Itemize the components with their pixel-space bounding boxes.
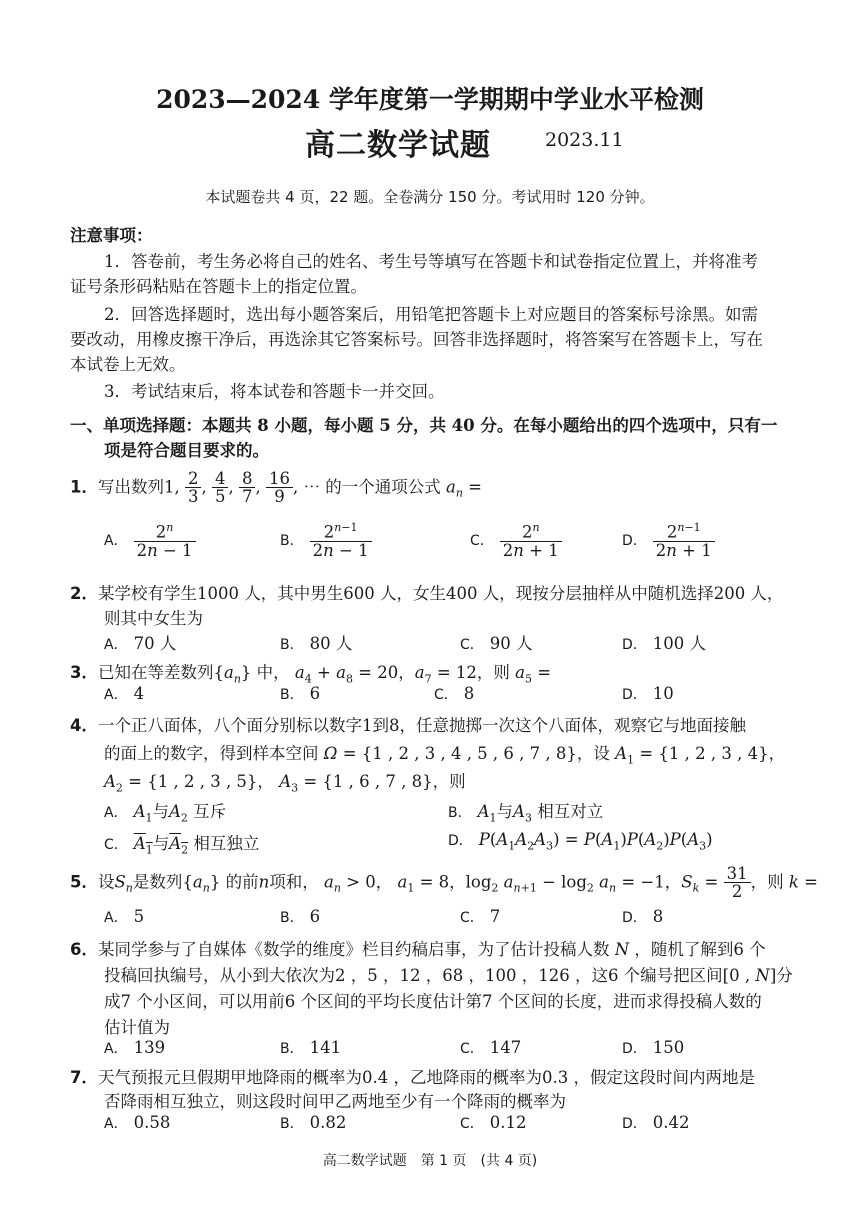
q2-option-c[interactable]: C． 90 人 — [460, 634, 533, 653]
exam-intro: 本试题卷共 4 页，22 题。全卷满分 150 分。考试用时 120 分钟。 — [205, 188, 655, 206]
notes-heading: 注意事项： — [70, 226, 153, 245]
q5-option-c[interactable]: C． 7 — [460, 907, 501, 926]
question-6-line-3: 成7 个小区间，可以用前6 个区间的平均长度估计第7 个区间的长度，进而求得投稿人数的 — [104, 992, 762, 1011]
seq-fraction: $\frac{2}{3}$ — [185, 470, 202, 506]
q6-option-a[interactable]: A． 139 — [104, 1038, 166, 1057]
q6-option-c[interactable]: C． 147 — [460, 1038, 522, 1057]
note-2-line-3: 本试卷上无效。 — [70, 355, 186, 374]
q7-option-d[interactable]: D． 0.42 — [622, 1113, 690, 1132]
question-6: 6．某同学参与了自媒体《数学的维度》栏目约稿启事，为了估计投稿人数 N ，随机了解到6 个 — [70, 940, 766, 959]
note-1-line-2: 证号条形码粘贴在答题卡上的指定位置。 — [70, 277, 367, 296]
q7-option-a[interactable]: A． 0.58 — [104, 1113, 171, 1132]
question-5: 5．设$S_n$是数列$\{a_n\}$ 的前n项和， $a_n > 0$， $a_1 = 8$，$\log_2 a_{n+1} - \log_2 a_n = -1$，$S_k$ = $\frac{31}{2}$ ，则 k = — [70, 864, 818, 902]
seq-fraction: $\frac{16}{9}$ — [266, 470, 293, 506]
q5-option-a[interactable]: A． 5 — [104, 907, 145, 926]
seq-fraction: $\frac{8}{7}$ — [239, 470, 256, 506]
q5-option-b[interactable]: B． 6 — [280, 907, 321, 926]
question-7: 7．天气预报元旦假期甲地降雨的概率为0.4 ，乙地降雨的概率为0.3 ，假定这段时间内两地是 — [70, 1068, 755, 1087]
q1-option-d[interactable]: D． $\frac{2^{n-1}}{2n + 1}$ — [622, 522, 715, 559]
question-2-line-2: 则其中女生为 — [104, 609, 203, 628]
question-1: 1．写出数列1, $\frac{2}{3}$ , $\frac{4}{5}$ , $\frac{8}{7}$ , $\frac{16}{9}$ , ⋯ 的一个通项公式 $a_n$ = — [70, 469, 482, 507]
q1-option-b[interactable]: B． $\frac{2^{n-1}}{2n - 1}$ — [280, 522, 372, 559]
seq-fraction: $\frac{4}{5}$ — [212, 470, 229, 506]
question-4-line-2: 的面上的数字，得到样本空间 Ω = {1 , 2 , 3 , 4 , 5 , 6 , 7 , 8}，设 $A_1 = \{1$ , 2 , 3 , 4}， — [104, 744, 786, 767]
q5-option-d[interactable]: D． 8 — [622, 907, 664, 926]
q4-option-c[interactable]: C． $A_1$与$A_2$ 相互独立 — [104, 834, 260, 857]
question-text: 写出数列 — [97, 477, 164, 497]
q4-option-d[interactable]: D． $P(A_1A_2A_3) = P(A_1)P(A_2)P(A_3)$ — [448, 830, 713, 853]
note-2-line-2: 要改动，用橡皮擦干净后，再选涂其它答案标号。回答非选择题时，将答案写在答题卡上，写在 — [70, 330, 763, 349]
seq-term: 1 — [163, 477, 175, 497]
q4-option-b[interactable]: B． $A_1$与$A_3$ 相互对立 — [448, 802, 604, 825]
q1-option-a[interactable]: A． $\frac{2^n}{2n - 1}$ — [104, 522, 196, 559]
fraction: $\frac{31}{2}$ — [724, 865, 751, 901]
question-number: 1． — [70, 477, 98, 497]
section-1-heading-line-2: 项是符合题目要求的。 — [104, 441, 269, 460]
page-footer: 高二数学试题 第 1 页 (共 4 页) — [322, 1153, 538, 1169]
q3-option-b[interactable]: B． 6 — [280, 684, 321, 703]
q7-option-c[interactable]: C． 0.12 — [460, 1113, 527, 1132]
q3-option-a[interactable]: A． 4 — [104, 684, 145, 703]
q7-option-b[interactable]: B． 0.82 — [280, 1113, 347, 1132]
question-text: 的一个通项公式 — [325, 477, 441, 497]
q2-option-d[interactable]: D． 100 人 — [622, 634, 707, 653]
question-7-line-2: 否降雨相互独立，则这段时间甲乙两地至少有一个降雨的概率为 — [104, 1092, 566, 1111]
question-3: 3．已知在等差数列$\{a_n\}$ 中， $a_4 + a_8 = 20$，$a_7 = 12$，则 $a_5$ = — [70, 663, 552, 686]
q3-option-c[interactable]: C． 8 — [434, 684, 475, 703]
exam-title: 2023—2024 学年度第一学期期中学业水平检测 — [156, 85, 704, 114]
note-3: 3．考试结束后，将本试卷和答题卡一并交回。 — [104, 382, 445, 401]
note-2-line-1: 2．回答选择题时，选出每小题答案后，用铅笔把答题卡上对应题目的答案标号涂黑。如需 — [104, 305, 758, 324]
question-2: 2．某学校有学生1000 人，其中男生600 人，女生400 人，现按分层抽样从中随机选择200 人， — [70, 584, 784, 603]
q3-option-d[interactable]: D． 10 — [622, 684, 674, 703]
question-4: 4．一个正八面体，八个面分别标以数字1到8，任意抛掷一次这个八面体，观察它与地面接触 — [70, 716, 746, 735]
exam-date: 2023.11 — [545, 129, 624, 151]
question-4-line-3: $A_2 = \{1$ , 2 , 3 , 5}， $A_3 = \{1$ , 6 , 7 , 8}，则 — [104, 772, 466, 795]
question-6-line-2: 投稿回执编号，从小到大依次为2 ，5 ，12 ，68 ，100 ，126 ，这6 个编号把区间[0 , N]分 — [104, 966, 793, 985]
section-1-heading-line-1: 一、单项选择题：本题共 8 小题，每小题 5 分，共 40 分。在每小题给出的四个选项中，只有一 — [70, 416, 778, 435]
question-6-line-4: 估计值为 — [104, 1018, 170, 1037]
q6-option-d[interactable]: D． 150 — [622, 1038, 685, 1057]
q6-option-b[interactable]: B． 141 — [280, 1038, 342, 1057]
exam-subtitle: 高二数学试题 — [305, 128, 491, 163]
note-1-line-1: 1．答卷前，考生务必将自己的姓名、考生号等填写在答题卡和试卷指定位置上，并将准考 — [104, 252, 758, 271]
q4-option-a[interactable]: A． $A_1$与$A_2$ 互斥 — [104, 802, 227, 825]
q2-option-a[interactable]: A． 70 人 — [104, 634, 177, 653]
q2-option-b[interactable]: B． 80 人 — [280, 634, 353, 653]
q1-option-c[interactable]: C． $\frac{2^n}{2n + 1}$ — [470, 522, 562, 559]
